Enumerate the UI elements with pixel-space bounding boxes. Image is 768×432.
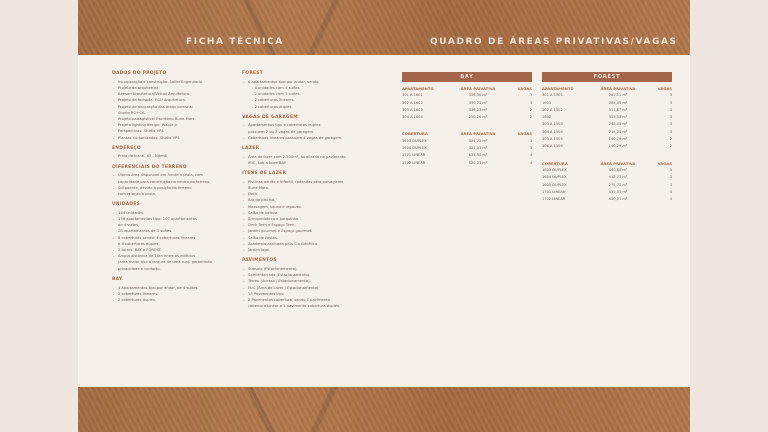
table-cell: 3 [669,115,672,120]
table-cell: 440,80 m² [608,167,628,172]
list-item: - 2 Pavimentos cobertura, sendo 1 pavimento [242,297,382,303]
table-row [542,143,672,150]
list-item: - Salão de Festas. [242,235,382,241]
list-item: - Projeto da fachada: FGU Arquitetura. [112,97,232,103]
table-cell: 356,30 m² [468,93,488,98]
table-cell: 1603 DUPLEX [542,167,567,172]
list-item: - 8 coberturas sendo: 4 coberturas lineares [112,235,232,241]
list-item: PUC, sob a torre BAY. [248,160,287,165]
list-item: - 136 apartamentos tipo: 107 apartamentos [112,216,232,222]
table-row [402,152,532,159]
list-item: - 2 torres: BAY e FOREST. [112,247,232,253]
list-item: - Jardim gourmet e Espaço gourmet. [242,228,382,234]
list-item: Studio RO+CA. [118,110,146,115]
table-cell: 1604 DUPLEX [402,146,427,151]
list-item: - 2 coberturas lineares. [112,291,232,297]
list-item: - 4 apartamentos tipo por andar, de 4 suítes. [112,285,232,291]
table-row [402,138,532,145]
section-title-lazer: LAZER [242,146,260,152]
table-column-header [542,85,672,92]
list-item: - Incorporação e construção: Soller Engenharia. [112,79,232,85]
table-cell: 140,29 m² [608,144,628,149]
list-item: (área maior que a largura de uma rua), garantindo [118,260,212,265]
list-item: - 2 coberturas lineares. [252,98,295,103]
table-cell: 1601 [542,100,552,105]
table-cell: 4 [669,197,672,202]
list-item: capacidade para construção no centro do terreno. [118,179,211,184]
table-row [402,107,532,114]
table-cell: 304 A 1604 [402,115,423,120]
list-item: - PUC (Área de Lazer / Estacionamento). [242,285,382,291]
table-cell: 3 [529,93,532,98]
list-item: - Semienterrado (Estacionamento). [242,272,382,278]
list-item: - Área de lazer com 2.300m², localizada no pavimento [242,154,382,160]
table-cell: 3 [669,107,672,112]
section-list-bay [112,285,232,304]
list-item: - Sol poente, devido à posição do terreno [112,185,232,191]
column-header-cell: ÁREA PRIVATIVA [600,160,636,166]
table-cell: 214,04 m² [608,129,628,134]
table-cell: 281,11 m² [608,93,628,98]
list-item: - Apartamentos tipo e coberturas duplex [242,122,382,128]
list-item: e 4 coberturas duplex. [118,241,160,246]
table-cell: 2 [669,137,672,142]
table-cell: 284,45 m² [608,100,628,105]
table-row [542,189,672,196]
table-cell: 1602 [542,115,552,120]
table-cell: 304,22 m² [468,138,488,143]
section-list-dados [112,79,232,141]
list-item: cobertura Linear e 1 pavimento cobertura duplex. [248,304,341,309]
list-item: - Projeto de arquitetura: [112,85,232,91]
list-item: - 2 coberturas duplex. [252,104,293,109]
list-item: - Última área disponível em frente à praia, com [112,172,232,178]
table-cell: 3 [669,100,672,105]
table-cell: 321,03 m² [468,146,488,151]
list-item: - Massagem, sauna e repouso. [242,204,382,210]
table-cell: 3 [529,100,532,105]
table-cell: 336,23 m² [468,107,488,112]
section-title-bay: BAY [112,276,123,282]
column-header-cell: ÁREA PRIVATIVA [600,86,636,91]
table-cell: 412,77 m² [608,175,628,180]
table-cell: 3 [669,129,672,134]
section-list-itens [242,179,382,253]
section-list-endereco [112,153,232,159]
table-cell: 311,87 m² [608,107,628,112]
table-cell: 1701 LINEAR [542,189,566,194]
list-item: - Coberturas lineares possuem 4 vagas de garagem. [242,135,382,141]
table-cell: 250,26 m² [468,115,488,120]
ficha-column-left [112,71,232,303]
list-item: - Deck. [242,191,382,197]
section-title-dados: DADOS DO PROJETO [112,71,167,76]
list-item: - Deck Teen e Espaço Teen. [242,222,382,228]
table-cell: 410,31 m² [608,197,628,202]
list-item: - Perspectivas: Studio VRI. [112,128,232,134]
table-cell: 1702 LINEAR [542,197,566,202]
table-cell: 1701 LINEAR [402,153,426,158]
table-title-forest: FOREST [542,72,672,82]
list-item: Burle Marx. [248,186,270,191]
list-item: - 2 coberturas duplex. [112,297,232,303]
table-column-header [402,85,532,92]
table-cell: 3 [669,167,672,172]
table-cell: 305 A 1505 [542,137,563,142]
list-item: com relação à praia. [118,191,156,196]
column-header-cell: ÁREA PRIVATIVA [460,131,496,137]
table-cell: 3 [669,175,672,180]
column-header-cell: VAGAS [657,160,672,166]
list-item: - Projeto lighting design: Waldir Jr. [112,122,232,128]
table-row [542,114,672,121]
list-item: - Plantas humanizadas: Studio VRI. [112,135,232,141]
section-list-pavimentos [242,266,382,309]
table-row [402,114,532,121]
table-row [542,174,672,181]
table-cell: 3 [669,182,672,187]
table-cell: 301 A 1501 [542,93,563,98]
column-header-cell: COBERTURA [402,131,428,137]
table-row [402,145,532,152]
table-cell: 1604 DUPLEX [542,175,567,180]
table-cell: 4 [669,189,672,194]
table-cell: 301 A 1601 [402,93,423,98]
table-row [542,107,672,114]
table-cell: 140,29 m² [608,137,628,142]
list-item: - Brinquedoteca e parquinho. [242,216,382,222]
list-item: de 4 suítes, [118,223,140,228]
table-cell: 303 A 1603 [402,107,423,112]
list-item: - 13 Pavimentos tipo. [242,291,382,297]
table-cell: 303 A 1503 [542,122,563,127]
table-cell: 302 A 1602 [402,100,423,105]
table-cell: 2 [529,115,532,120]
column-header-cell: COBERTURA [542,160,568,166]
list-item: - Bar da piscina. [242,197,382,203]
table-column-header [402,130,532,137]
table-bay [402,72,532,167]
list-item: - Projeto paisagístico: Escritório Burle Marx. [112,116,232,122]
section-title-unidades: UNIDADES [112,202,141,208]
wood-footer-band [78,387,690,432]
list-item: - Academia assinada pela Cia Athlética. [242,241,382,247]
table-cell: 631,50 m² [468,153,488,158]
list-item: - Praia de Icaraí, 63 - Niterói [112,153,232,159]
table-cell: 1702 LINEAR [402,160,426,165]
section-title-pavimentos: PAVIMENTOS [242,258,277,264]
list-item: 28 apartamentos de 3 suítes. [118,229,173,234]
column-header-cell: ÁREA PRIVATIVA [460,86,496,91]
table-row [542,196,672,203]
table-cell: 304 A 1504 [542,129,563,134]
column-header-cell: VAGAS [517,131,532,137]
section-list-unidades [112,210,232,272]
table-forest [542,72,672,203]
table-row [542,167,672,174]
table-row [402,92,532,99]
list-item: - Projeto de decoração das áreas comuns: [112,104,232,110]
table-cell: 313,53 m² [608,115,628,120]
table-column-header [542,160,672,167]
section-title-diferenciais: DIFERENCIAIS DO TERRENO [112,164,187,170]
list-item: - Salão de beleza. [242,210,382,216]
table-cell: 4 [529,160,532,165]
column-header-cell: VAGAS [517,86,532,91]
table-row [542,129,672,136]
column-header-cell: APARTAMENTO [542,86,574,91]
list-item: possuem 2 ou 3 vagas de garagem. [248,129,315,134]
section-title-endereco: ENDEREÇO [112,145,142,151]
list-item: - 2 unidades com 3 suítes. [252,92,301,97]
list-item: - 6 apartamentos tipo por andar, sendo: [242,79,382,85]
table-cell: 275,75 m² [608,182,628,187]
quadro-areas-title: QUADRO DE ÁREAS PRIVATIVAS/VAGAS [430,37,678,47]
list-item: - Ampla distância de 14m entre os edifícios [112,253,232,259]
list-item: - 4 unidades com 4 suítes [252,85,300,90]
table-cell: 3 [529,138,532,143]
table-row [402,160,532,167]
section-list-vagas [242,122,382,141]
section-list-lazer [242,154,382,166]
table-cell: 1605 DUPLEX [542,182,567,187]
table-cell: 3 [669,122,672,127]
table-row [542,182,672,189]
list-item: - Subsolo (Estacionamento). [242,266,382,272]
table-cell: 3 [529,146,532,151]
column-header-cell: APARTAMENTO [402,86,434,91]
list-item: privacidade e conforto. [118,266,161,271]
table-row [542,100,672,107]
section-list-forest [242,79,382,110]
table-cell: 2 [669,144,672,149]
table-row [542,92,672,99]
table-cell: 350,73 m² [468,100,488,105]
table-row [402,100,532,107]
table-cell: 302 A 1502 [542,107,563,112]
section-title-forest: FOREST [242,71,264,76]
table-cell: 248,45 m² [608,122,628,127]
table-cell: 306 A 1506 [542,144,563,149]
list-item: - Jardim lago. [242,247,382,253]
section-title-itens: ITENS DE LAZER [242,171,287,177]
table-cell: 435,31 m² [608,189,628,194]
table-row [542,136,672,143]
table-title-bay: BAY [402,72,532,82]
table-cell: 520,03 m² [468,160,488,165]
ficha-tecnica-title: FICHA TÉCNICA [186,37,284,47]
section-list-diferenciais [112,172,232,197]
table-cell: 4 [529,153,532,158]
ficha-column-right [242,71,382,309]
table-cell: 1603 DUPLEX [402,138,427,143]
wood-header-band [78,0,690,55]
column-header-cell: VAGAS [657,86,672,91]
list-item: - 144 unidades. [112,210,232,216]
table-cell: 3 [669,93,672,98]
list-item: - Piscinas adulto e infantil, rodeadas pelo paisagismo [242,179,382,185]
list-item: - Térreo (Acesso / Estacionamento). [242,278,382,284]
section-title-vagas: VAGAS DE GARAGEM [242,114,298,120]
table-row [542,121,672,128]
list-item: Beeson Arquitetura/Virtual Arquitetura. [118,92,191,97]
table-cell: 2 [529,107,532,112]
